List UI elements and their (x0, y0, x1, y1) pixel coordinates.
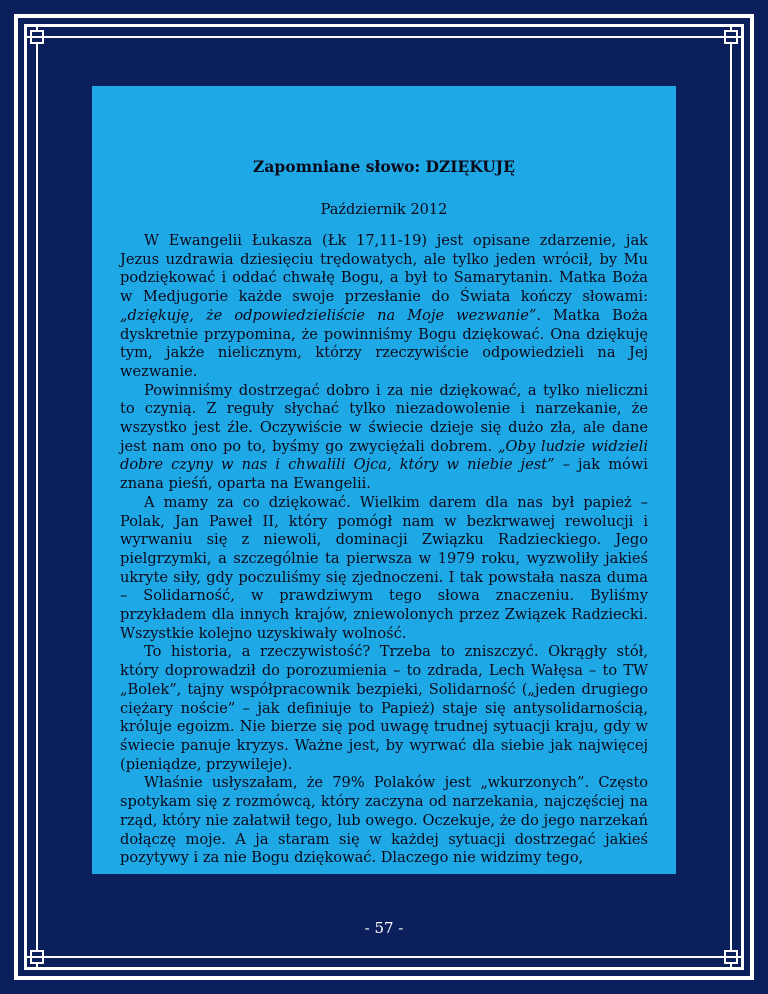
paragraph-text: – jak mówi znana pieśń, oparta na Ewangelii. (120, 456, 648, 493)
body-paragraph (120, 382, 648, 494)
corner-ornament-bottom-right (720, 946, 742, 968)
italic-quote: „Oby ludzie widzieli dobre czyny w nas i chwalili Ojca, który w niebie jest” (120, 437, 648, 474)
article-title: Zapomniane słowo: DZIĘKUJĘ (253, 157, 515, 176)
paragraph-text: Właśnie usłyszałam, że 79% Polaków jest „wkurzonych”. Często spotykam się z rozmówcą, który zaczyna od narzekania, najczęściej na rząd, który nie załatwił tego, lub owego. Oczekuje, że do jego narzekań dołączę moje. A ja staram się w każdej sytuacji dostrzegać jakieś pozytywy i za nie Bogu dziękować. Dlaczego nie widzimy tego, (120, 774, 648, 867)
corner-ornament-top-right (720, 26, 742, 48)
body-paragraph (120, 774, 648, 868)
corner-ornament-top-left (26, 26, 48, 48)
paragraph-text: A mamy za co dziękować. Wielkim darem dla nas był papież – Polak, Jan Paweł II, który pomógł nam w bezkrwawej rewolucji i wyrwaniu się z niewoli, dominacji Związku Radzieckiego. Jego pielgrzymki, a szczególnie ta pierwsza w 1979 roku, wyzwoliły jakieś ukryte siły, gdy poczuliśmy się zjednoczeni. I tak powstała nasza duma – Solidarność, w prawdziwym tego słowa znaczeniu. Byliśmy przykładem dla innych krajów, zniewolonych przez Związek Radziecki. Wszystkie kolejno uzyskiwały wolność. (120, 493, 648, 642)
article-date: Październik 2012 (320, 202, 448, 218)
paragraph-text: Matka Boża dyskretnie przypomina, że powinniśmy Bogu dziękować. Ona dziękuję tym, jakże nielicznym, którzy rzeczywiście odpowiedzieli na Jej wezwanie. (120, 306, 649, 380)
paragraph-text: W Ewangelii Łukasza (Łk 17,11-19) jest opisane zdarzenie, jak Jezus uzdrawia dziesięciu trędowatych, ale tylko jeden wrócił, by Mu podziękować i oddać chwałę Bogu, a był to Samarytanin. Matka Boża w Medjugorie każde swoje przesłanie do Świata kończy słowami: (120, 232, 648, 306)
paragraph-text: To historia, a rzeczywistość? Trzeba to zniszczyć. Okrągły stół, który doprowadził do porozumienia – to zdrada, Lech Wałęsa – to TW „Bolek”, tajny współpracownik bezpieki, Solidarność („jeden drugiego ciężary noście” – jak definiuje to Papież) staje się antysolidarnością, króluje egoizm. Nie bierze się pod uwagę trudnej sytuacji kraju, gdy w świecie panuje kryzys. Ważne jest, by wyrwać dla siebie jak najwięcej (pieniądze, przywileje). (120, 643, 648, 773)
body-paragraph (120, 643, 648, 774)
body-paragraph (120, 232, 648, 382)
italic-quote: „dziękuję, że odpowiedzieliście na Moje wezwanie”. (120, 306, 541, 324)
corner-ornament-bottom-left (26, 946, 48, 968)
article-page (92, 86, 676, 874)
page-number: - 57 - (364, 919, 404, 937)
paragraph-text: Powinniśmy dostrzegać dobro i za nie dziękować, a tylko nieliczni to czynią. Z reguły słychać tylko niezadowolenie i narzekanie, że wszystko jest źle. Oczywiście w świecie dzieje się dużo zła, ale dane jest nam ono po to, byśmy go zwyciężali dobrem. (120, 381, 648, 455)
body-paragraph (120, 494, 648, 644)
article-body (120, 232, 648, 868)
